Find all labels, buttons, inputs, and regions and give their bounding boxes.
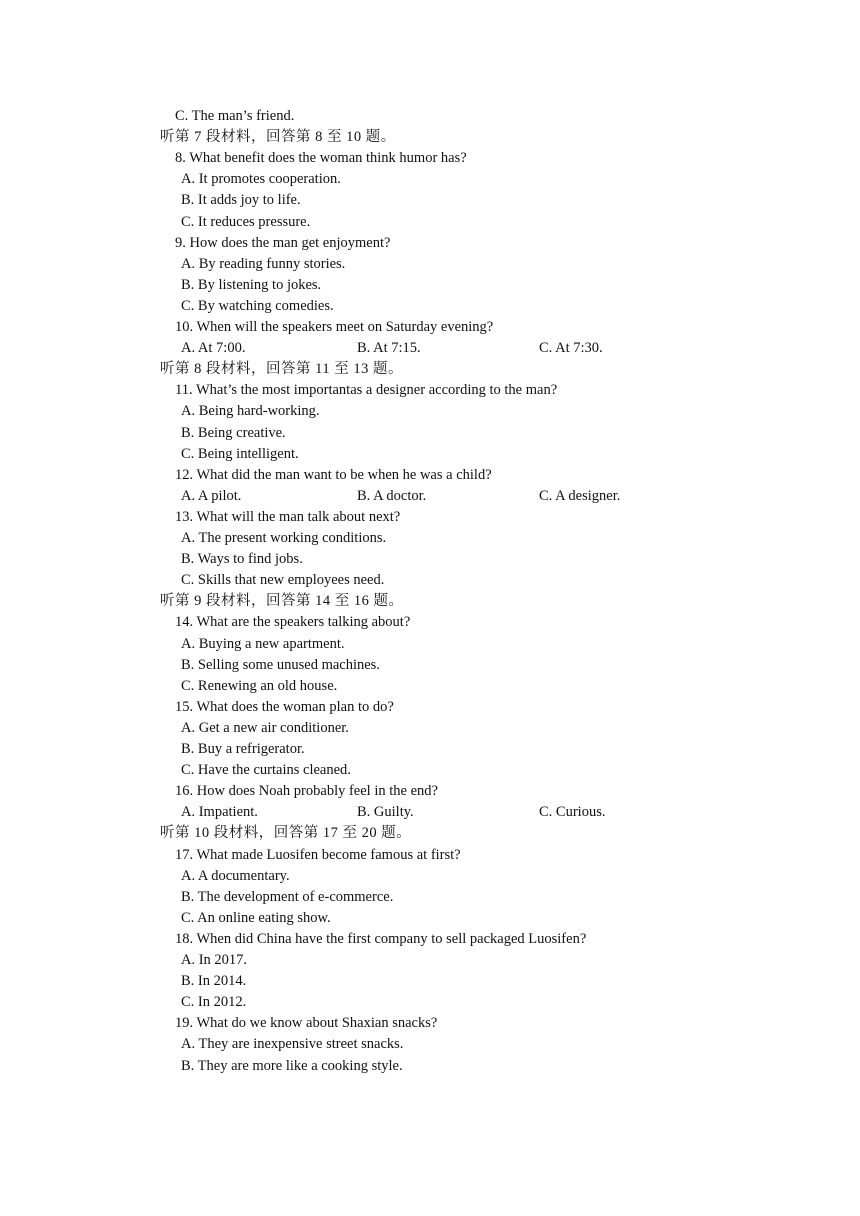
answer-option: B. By listening to jokes.: [181, 277, 322, 293]
answer-option: C. Have the curtains cleaned.: [181, 762, 351, 778]
answer-option: A. A documentary.: [181, 868, 290, 884]
question-text: 15. What does the woman plan to do?: [175, 699, 394, 715]
answer-option: A. By reading funny stories.: [181, 256, 346, 272]
answer-option: B. In 2014.: [181, 973, 247, 989]
section-instruction: 听第 9 段材料，回答第 14 至 16 题。: [160, 593, 404, 609]
answer-option: C. An online eating show.: [181, 910, 331, 926]
question-text: 17. What made Luosifen become famous at first?: [175, 847, 461, 863]
answer-option: C. By watching comedies.: [181, 298, 334, 314]
answer-option: B. Buy a refrigerator.: [181, 741, 305, 757]
answer-option: B. Selling some unused machines.: [181, 657, 380, 673]
answer-option: B. At 7:15.: [357, 340, 421, 356]
section-instruction: 听第 10 段材料，回答第 17 至 20 题。: [160, 825, 412, 841]
answer-option: C. A designer.: [539, 488, 621, 504]
answer-option: B. It adds joy to life.: [181, 192, 301, 208]
answer-option: A. Buying a new apartment.: [181, 636, 345, 652]
answer-option: B. Being creative.: [181, 425, 286, 441]
section-instruction: 听第 8 段材料，回答第 11 至 13 题。: [160, 361, 403, 377]
question-text: 12. What did the man want to be when he was a child?: [175, 467, 492, 483]
question-text: 14. What are the speakers talking about?: [175, 614, 411, 630]
answer-option: A. The present working conditions.: [181, 530, 387, 546]
answer-option: A. In 2017.: [181, 952, 248, 968]
answer-option: C. Renewing an old house.: [181, 678, 338, 694]
question-text: 18. When did China have the first company to sell packaged Luosifen?: [175, 931, 587, 947]
answer-option: C. Skills that new employees need.: [181, 572, 385, 588]
question-text: 8. What benefit does the woman think humor has?: [175, 150, 467, 166]
answer-option: B. They are more like a cooking style.: [181, 1058, 403, 1074]
question-text: 11. What’s the most importantas a designer according to the man?: [175, 382, 558, 398]
answer-option: A. They are inexpensive street snacks.: [181, 1036, 404, 1052]
answer-option: B. The development of e-commerce.: [181, 889, 394, 905]
answer-option: C. At 7:30.: [539, 340, 603, 356]
question-text: 13. What will the man talk about next?: [175, 509, 401, 525]
answer-option: A. Being hard-working.: [181, 403, 320, 419]
answer-option: A. It promotes cooperation.: [181, 171, 341, 187]
answer-option: C. Curious.: [539, 804, 606, 820]
answer-option: A. A pilot.: [181, 488, 242, 504]
answer-option: A. Get a new air conditioner.: [181, 720, 349, 736]
answer-option: A. At 7:00.: [181, 340, 246, 356]
question-text: 16. How does Noah probably feel in the end?: [175, 783, 438, 799]
answer-option: B. A doctor.: [357, 488, 427, 504]
answer-option: C. In 2012.: [181, 994, 247, 1010]
question-text: 10. When will the speakers meet on Saturday evening?: [175, 319, 494, 335]
answer-option: C. It reduces pressure.: [181, 214, 311, 230]
answer-option: A. Impatient.: [181, 804, 258, 820]
answer-option: B. Guilty.: [357, 804, 414, 820]
answer-option: B. Ways to find jobs.: [181, 551, 303, 567]
question-text: 9. How does the man get enjoyment?: [175, 235, 391, 251]
section-instruction: 听第 7 段材料，回答第 8 至 10 题。: [160, 129, 396, 145]
answer-option: C. The man’s friend.: [175, 108, 295, 124]
question-text: 19. What do we know about Shaxian snacks?: [175, 1015, 438, 1031]
answer-option: C. Being intelligent.: [181, 446, 299, 462]
